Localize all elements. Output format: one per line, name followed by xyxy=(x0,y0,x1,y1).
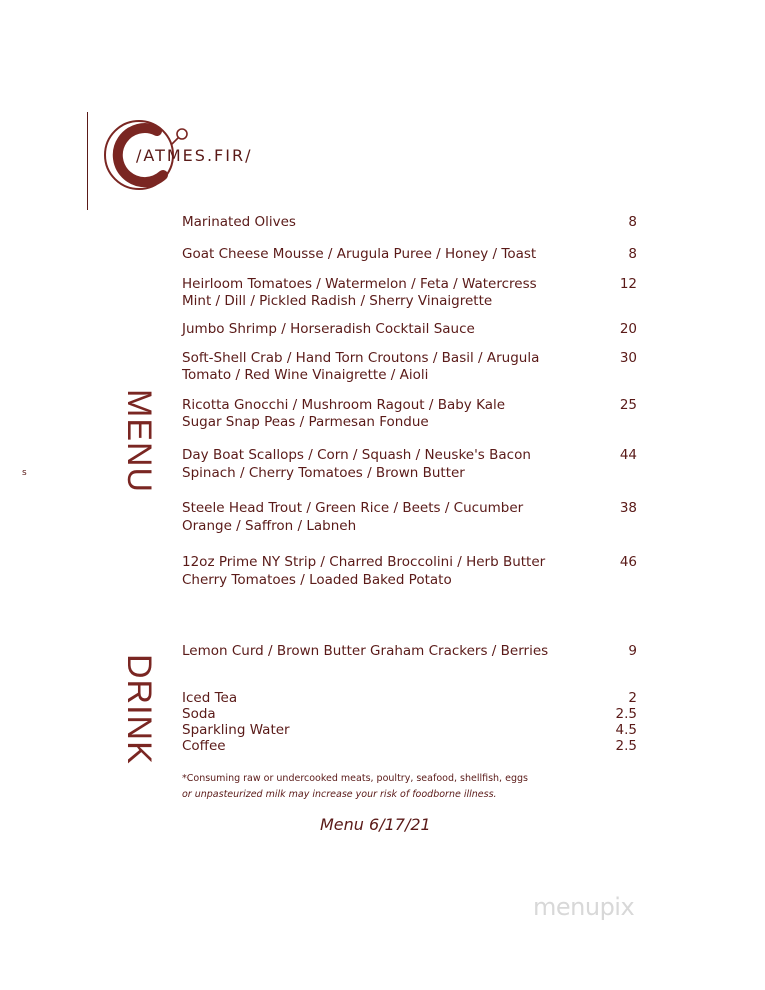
drink-row xyxy=(182,722,637,738)
menu-item xyxy=(182,246,637,263)
logo-text: /ATMES.FIR/ xyxy=(136,146,253,165)
item-description: Jumbo Shrimp / Horseradish Cocktail Sauce xyxy=(182,321,475,337)
drink-name: Iced Tea xyxy=(182,690,238,706)
notice-line-2: or unpasteurized milk may increase your risk of foodborne illness. xyxy=(182,789,497,800)
item-description: Ricotta Gnocchi / Mushroom Ragout / Baby Kale xyxy=(182,397,506,413)
drink-name: Coffee xyxy=(182,738,226,754)
drink-price: 2.5 xyxy=(615,706,637,722)
item-price: 38 xyxy=(619,500,637,516)
header-divider xyxy=(87,112,88,210)
item-price: 25 xyxy=(619,397,637,413)
menu-item xyxy=(182,446,637,482)
item-description: 12oz Prime NY Strip / Charred Broccolini / Herb Butter xyxy=(182,554,546,570)
item-description: Soft-Shell Crab / Hand Torn Croutons / Basil / Arugula xyxy=(182,350,540,366)
drink-price: 2 xyxy=(628,690,637,706)
menu-date: Menu 6/17/21 xyxy=(320,815,431,834)
drink-name: Sparkling Water xyxy=(182,722,290,738)
drink-row xyxy=(182,690,637,706)
drink-section-label: DRINK xyxy=(120,654,158,765)
notice-line-1: *Consuming raw or undercooked meats, poultry, seafood, shellfish, eggs xyxy=(182,773,528,784)
item-description: Goat Cheese Mousse / Arugula Puree / Honey / Toast xyxy=(182,246,537,262)
watermark: menupix xyxy=(533,893,635,921)
item-description: Day Boat Scallops / Corn / Squash / Neuske's Bacon xyxy=(182,447,531,463)
item-description: Lemon Curd / Brown Butter Graham Crackers / Berries xyxy=(182,643,549,659)
item-description-line-2: Sugar Snap Peas / Parmesan Fondue xyxy=(182,414,429,430)
item-price: 30 xyxy=(619,350,637,366)
item-price: 20 xyxy=(619,321,637,337)
drink-name: Soda xyxy=(182,706,216,722)
menu-item xyxy=(182,214,637,231)
drink-price: 4.5 xyxy=(615,722,637,738)
drink-row xyxy=(182,738,637,754)
menu-item xyxy=(182,350,637,384)
drink-price: 2.5 xyxy=(615,738,637,754)
item-description-line-2: Cherry Tomatoes / Loaded Baked Potato xyxy=(182,572,452,588)
menu-item xyxy=(182,397,637,431)
item-price: 8 xyxy=(628,214,637,230)
item-price: 44 xyxy=(619,447,637,463)
menu-item xyxy=(182,499,637,535)
item-price: 12 xyxy=(619,276,637,292)
item-price: 9 xyxy=(628,643,637,659)
menu-item xyxy=(182,276,637,310)
dessert-item xyxy=(182,643,637,660)
item-description: Steele Head Trout / Green Rice / Beets / Cucumber xyxy=(182,500,524,516)
item-description: Heirloom Tomatoes / Watermelon / Feta / Watercress xyxy=(182,276,537,292)
drink-list xyxy=(182,690,637,754)
item-description: Marinated Olives xyxy=(182,214,296,230)
stray-mark: s xyxy=(22,468,27,478)
item-description-line-2: Tomato / Red Wine Vinaigrette / Aioli xyxy=(182,367,429,383)
drink-row xyxy=(182,706,637,722)
item-description-line-2: Orange / Saffron / Labneh xyxy=(182,518,357,534)
item-price: 8 xyxy=(628,246,637,262)
menu-section-label: MENU xyxy=(120,389,158,494)
health-notice xyxy=(182,771,528,803)
item-description-line-2: Mint / Dill / Pickled Radish / Sherry Vinaigrette xyxy=(182,293,493,309)
item-description-line-2: Spinach / Cherry Tomatoes / Brown Butter xyxy=(182,465,465,481)
item-price: 46 xyxy=(619,554,637,570)
menu-item xyxy=(182,553,637,589)
menu-item xyxy=(182,321,637,338)
